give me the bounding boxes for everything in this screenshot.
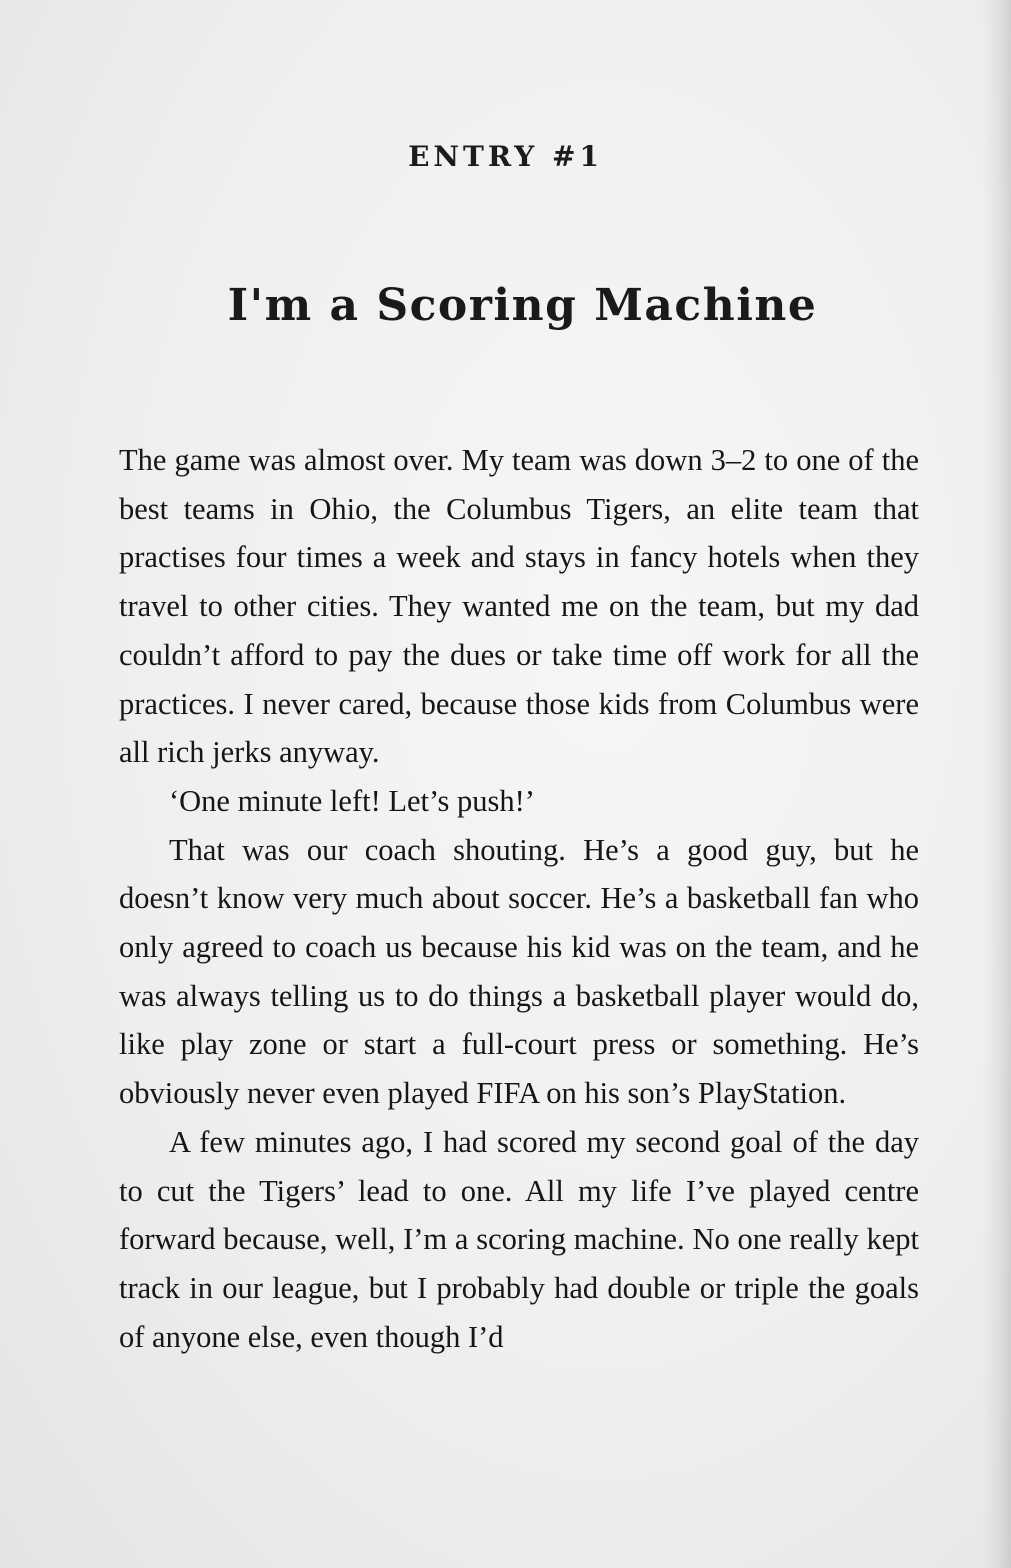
- paragraph-2: ‘One minute left! Let’s push!’: [169, 783, 535, 818]
- page-edge-shadow: [983, 0, 1011, 1568]
- chapter-label: ENTRY #1: [408, 140, 603, 173]
- chapter-title: I'm a Scoring Machine: [227, 280, 818, 331]
- body-text: [119, 436, 919, 1361]
- paragraph-4: A few minutes ago, I had scored my second goal of the day to cut the Tigers’ lead to one. All my life I’ve played centre forward because, well, I’m a scoring machine. No one really kept track in our league, but I probably had double or triple the goals of anyone else, even though I’d: [119, 1124, 919, 1354]
- paragraph-3: That was our coach shouting. He’s a good guy, but he doesn’t know very much about soccer. He’s a basketball fan who only agreed to coach us because his kid was on the team, and he was always telling us to do things a basketball player would do, like play zone or start a full-court press or something. He’s obviously never even played FIFA on his son’s PlayStation.: [119, 832, 919, 1111]
- paragraph-1: The game was almost over. My team was down 3–2 to one of the best teams in Ohio, the Columbus Tigers, an elite team that practises four times a week and stays in fancy hotels when they travel to other cities. They wanted me on the team, but my dad couldn’t afford to pay the dues or take time off work for all the practices. I never cared, because those kids from Columbus were all rich jerks anyway.: [119, 443, 919, 770]
